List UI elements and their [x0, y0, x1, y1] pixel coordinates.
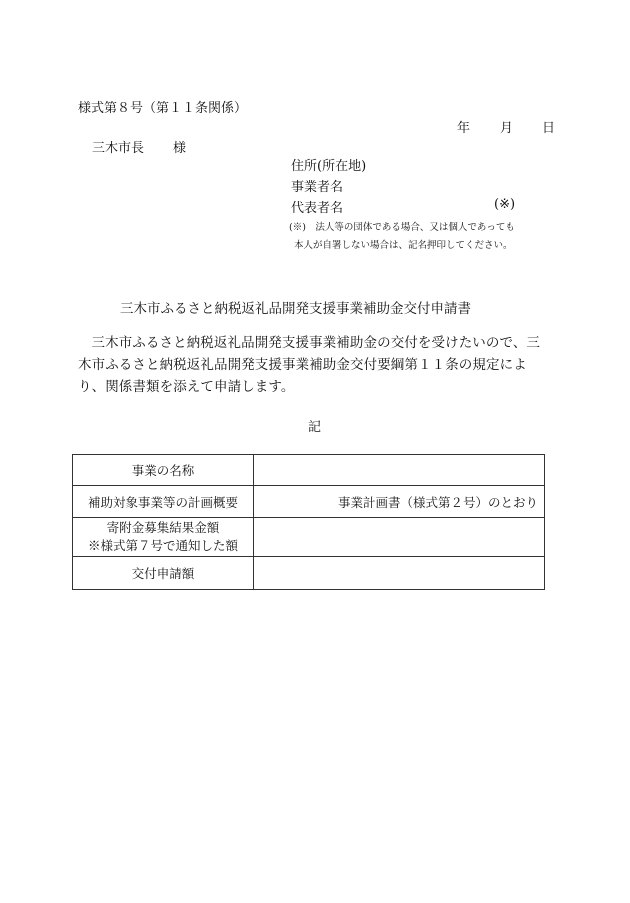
- row-label-donation-result: [73, 518, 254, 557]
- application-body-text: 三木市ふるさと納税返礼品開発支援事業補助金の交付を受けたいので、三木市ふるさと納税返礼品開発支援事業補助金交付要綱第１１条の規定により、関係書類を添えて申請します。: [78, 335, 541, 395]
- donation-result-sublabel: ※様式第７号で通知した額: [87, 538, 238, 553]
- seal-mark: (※): [494, 197, 516, 212]
- signature-note-line2: 本人が自署しない場合は、記名押印してください。: [294, 240, 513, 251]
- table-row: [73, 518, 545, 557]
- signature-note-line1: (※) 法人等の団体である場合、又は個人であっても: [289, 222, 515, 233]
- row-value-donation-result: [254, 518, 545, 557]
- addressee-honorific: 様: [173, 141, 187, 156]
- table-row: [73, 557, 545, 590]
- ki-heading: 記: [308, 420, 322, 435]
- row-label-requested-amount: 交付申請額: [73, 557, 254, 590]
- donation-result-label: 寄附金募集結果金額: [106, 520, 220, 535]
- address-label: 住所(所在地): [291, 159, 367, 174]
- business-name-label: 事業者名: [291, 180, 344, 195]
- row-value-plan-summary: 事業計画書（様式第２号）のとおり: [254, 486, 545, 518]
- row-value-requested-amount: [254, 557, 545, 590]
- representative-label: 代表者名: [291, 201, 344, 216]
- row-label-plan-summary: 補助対象事業等の計画概要: [73, 486, 254, 518]
- table-row: [73, 486, 545, 518]
- table-row: [73, 455, 545, 486]
- addressee-name: 三木市長: [92, 141, 145, 156]
- document-title: 三木市ふるさと納税返礼品開発支援事業補助金交付申請書: [120, 301, 471, 317]
- row-value-project-name: [254, 455, 545, 486]
- form-number-label: 様式第８号（第１１条関係）: [78, 101, 248, 116]
- date-year-label: 年: [457, 121, 471, 136]
- date-day-label: 日: [542, 121, 556, 136]
- application-details-table: [72, 454, 545, 590]
- date-month-label: 月: [500, 121, 514, 136]
- row-label-project-name: 事業の名称: [73, 455, 254, 486]
